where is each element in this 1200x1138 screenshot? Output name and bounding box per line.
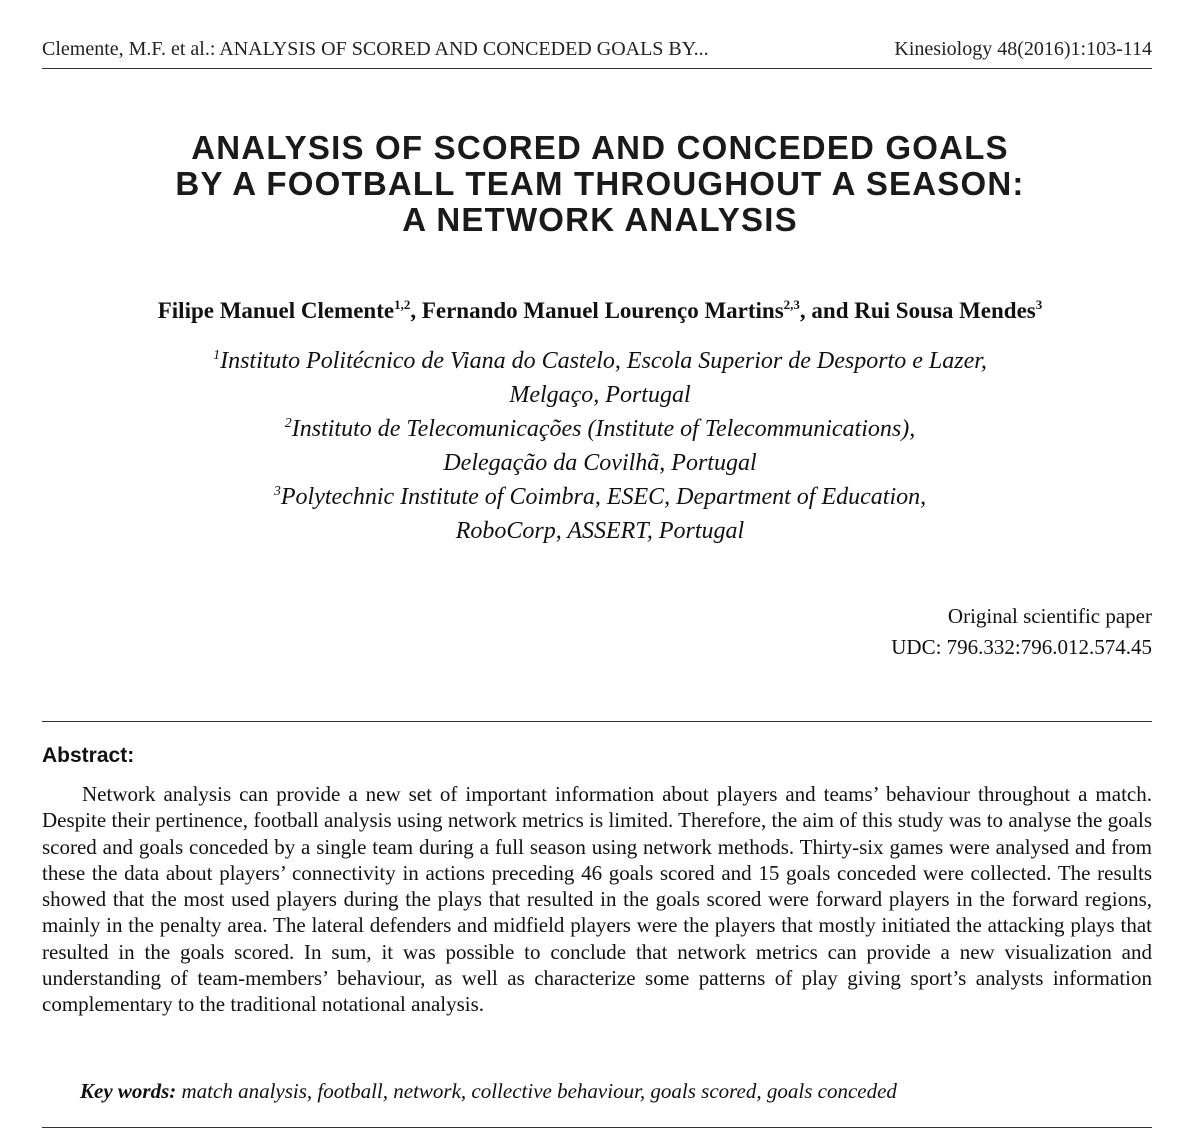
footer-divider bbox=[42, 1127, 1152, 1128]
author-list bbox=[0, 296, 1200, 326]
keywords-label: Key words: bbox=[80, 1079, 177, 1103]
keywords bbox=[80, 1077, 897, 1105]
running-head bbox=[42, 36, 1152, 64]
affiliation-text: Polytechnic Institute of Coimbra, ESEC, Department of Education, bbox=[280, 484, 927, 510]
author-name: Fernando Manuel Lourenço Martins bbox=[421, 298, 784, 323]
affiliation-mark: 1 bbox=[213, 348, 221, 363]
title-line: BY A FOOTBALL TEAM THROUGHOUT A SEASON: bbox=[175, 165, 1025, 202]
author-affiliation-mark: 1,2 bbox=[394, 297, 411, 312]
author-separator: , and bbox=[799, 298, 855, 323]
affiliation-line bbox=[0, 480, 1200, 514]
abstract-body: Network analysis can provide a new set of important information about players and teams’ behaviour throughout a match. Despite their pertinence, football analysis using network metrics is limited. Therefore, the aim of this study was to analyse the goals scored and goals conceded by a single team during a full season using network methods. Thirty-six games were analysed and from these the data about players’ connectivity in actions preceding 46 goals scored and 15 goals conceded were collected. The results showed that the most used players during the plays that resulted in the goals scored were forward players in the forward regions, mainly in the penalty area. The lateral defenders and midfield players were the players that mostly initiated the attacking plays that resulted in the goals scored. In sum, it was possible to conclude that network metrics can provide a new visualization and understanding of team-members’ behaviour, as well as characterize some patterns of play giving sport’s analysts information complementary to the traditional notational analysis. bbox=[42, 782, 1152, 1017]
journal-citation: Kinesiology 48(2016)1:103-114 bbox=[894, 38, 1152, 60]
abstract-divider bbox=[42, 721, 1152, 722]
paper-classification bbox=[891, 601, 1152, 663]
affiliation-line: Melgaço, Portugal bbox=[509, 382, 691, 408]
title-line: ANALYSIS OF SCORED AND CONCEDED GOALS bbox=[191, 129, 1009, 166]
keywords-text: match analysis, football, network, collective behaviour, goals scored, goals conceded bbox=[181, 1079, 897, 1103]
affiliation-line bbox=[0, 412, 1200, 446]
affiliation-text: Instituto de Telecomunicações (Institute of Telecommunications), bbox=[291, 416, 916, 442]
author-name: Rui Sousa Mendes bbox=[854, 298, 1036, 323]
title-line: A NETWORK ANALYSIS bbox=[402, 201, 798, 238]
udc-code: UDC: 796.332:796.012.574.45 bbox=[891, 635, 1152, 659]
affiliation-line bbox=[0, 344, 1200, 378]
author-affiliation-mark: 2,3 bbox=[783, 297, 800, 312]
paper-type: Original scientific paper bbox=[947, 604, 1152, 628]
affiliation-line: Delegação da Covilhã, Portugal bbox=[443, 450, 757, 476]
header-divider bbox=[42, 68, 1152, 69]
affiliation-line: RoboCorp, ASSERT, Portugal bbox=[455, 518, 745, 544]
running-head-title: Clemente, M.F. et al.: ANALYSIS OF SCORED AND CONCEDED GOALS BY... bbox=[42, 38, 709, 60]
author-affiliation-mark: 3 bbox=[1035, 297, 1043, 312]
paper-title bbox=[0, 130, 1200, 238]
abstract-heading: Abstract: bbox=[42, 744, 135, 767]
affiliation-mark: 3 bbox=[273, 484, 281, 499]
author-separator: , bbox=[410, 298, 422, 323]
affiliation-text: Instituto Politécnico de Viana do Castelo, Escola Superior de Desporto e Lazer, bbox=[220, 348, 987, 374]
affiliation-list bbox=[0, 344, 1200, 548]
affiliation-mark: 2 bbox=[284, 416, 292, 431]
author-name: Filipe Manuel Clemente bbox=[157, 298, 395, 323]
